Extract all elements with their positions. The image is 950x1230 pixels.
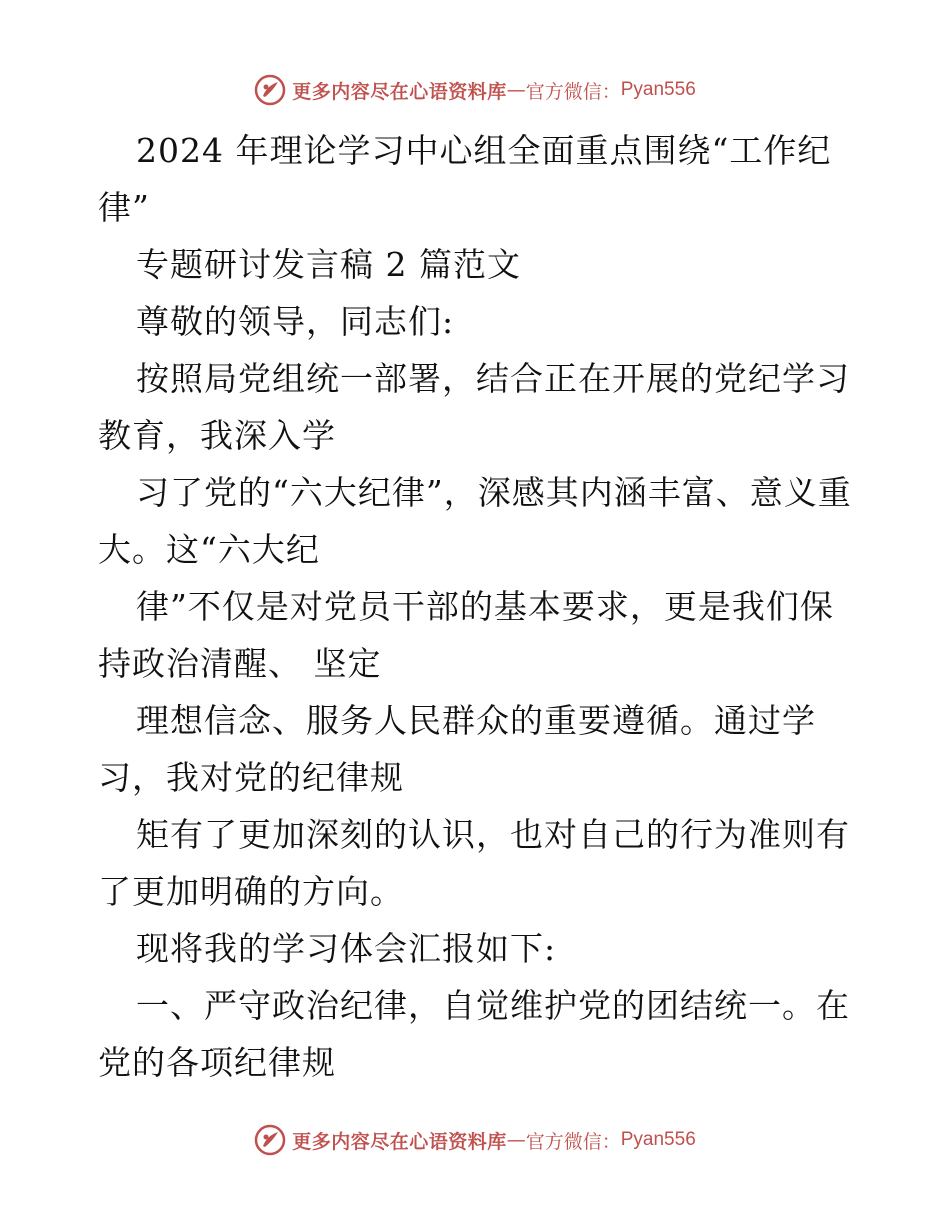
- footer-site-text: 更多内容尽在心语资料库: [292, 1130, 507, 1153]
- footer-watermark: [0, 1120, 950, 1160]
- header-watermark: [0, 70, 950, 110]
- section-heading: 一、严守政治纪律，自觉维护党的团结统一。在党的各项纪律规: [98, 986, 850, 1082]
- salutation: 尊敬的领导，同志们:: [136, 302, 455, 341]
- header-wechat-label: 官方微信：: [525, 80, 621, 103]
- paragraph: 现将我的学习体会汇报如下:: [136, 929, 557, 968]
- title-line: 2024 年理论学习中心组全面重点围绕“工作纪律”: [98, 131, 832, 227]
- brand-logo-icon: [254, 74, 286, 106]
- paragraph: 律”不仅是对党员干部的基本要求，更是我们保持政治清醒、 坚定: [98, 587, 834, 683]
- brand-logo-icon: [254, 1124, 286, 1156]
- paragraph: 习了党的“六大纪律”，深感其内涵丰富、意义重大。这“六大纪: [98, 473, 852, 569]
- footer-wechat-label: 官方微信：: [525, 1130, 621, 1153]
- header-site-text: 更多内容尽在心语资料库: [292, 80, 507, 103]
- subtitle-line: 专题研讨发言稿 2 篇范文: [136, 245, 521, 284]
- paragraph: 按照局党组统一部署，结合正在开展的党纪学习教育，我深入学: [98, 359, 850, 455]
- header-dash: —: [506, 79, 526, 101]
- footer-wechat-id: Pyan556: [620, 1129, 696, 1150]
- document-body: [98, 122, 858, 1091]
- header-wechat-id: Pyan556: [620, 79, 696, 100]
- paragraph: 理想信念、服务人民群众的重要遵循。通过学习，我对党的纪律规: [98, 701, 816, 797]
- footer-dash: —: [506, 1129, 526, 1151]
- paragraph: 矩有了更加深刻的认识，也对自己的行为准则有了更加明确的方向。: [98, 815, 850, 911]
